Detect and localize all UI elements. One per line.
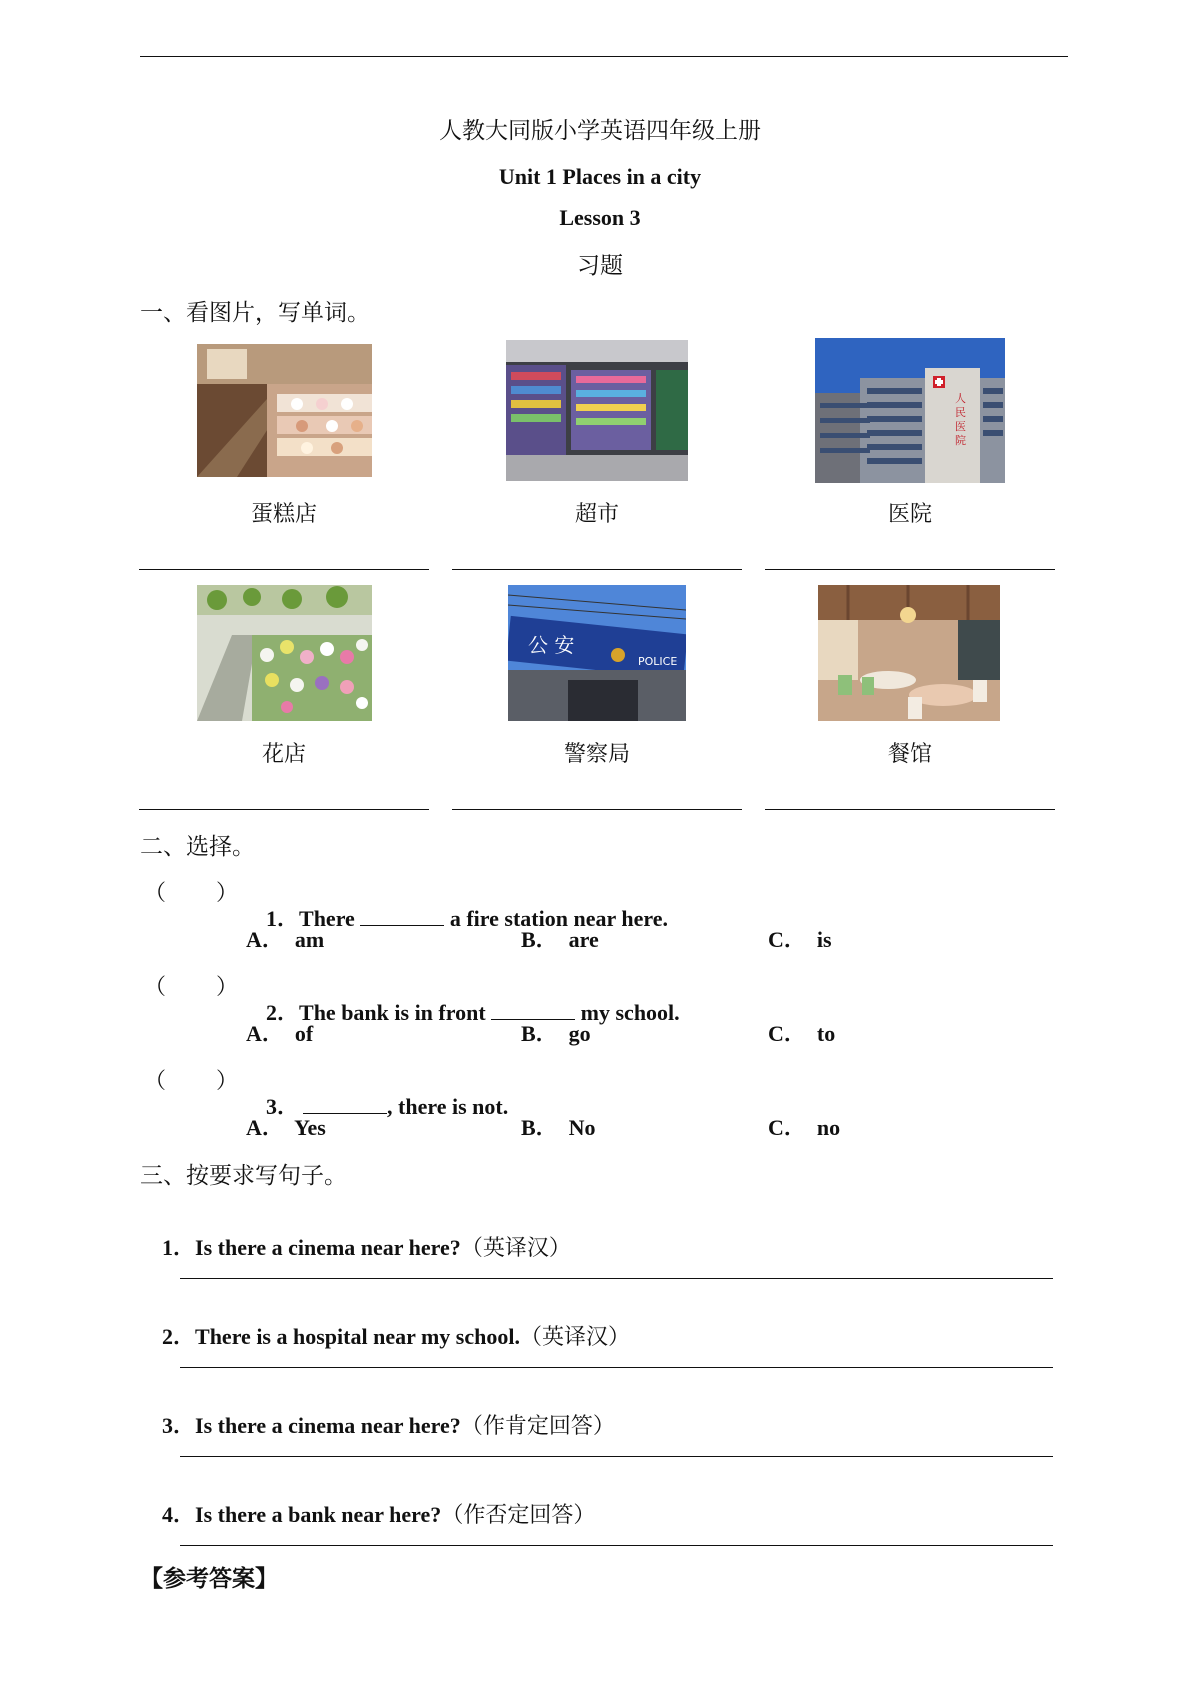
answer-paren-close: ） [216, 881, 239, 906]
sentence-item-3 [140, 1383, 615, 1466]
hospital-photo [815, 338, 1005, 483]
question-text: There [299, 906, 361, 931]
answer-line[interactable] [452, 809, 742, 810]
sentence-item-4 [140, 1472, 595, 1555]
option-b[interactable]: B． go [521, 1021, 591, 1046]
section2-heading: 二、选择。 [140, 834, 255, 860]
option-c[interactable]: C． is [768, 927, 832, 952]
item-note: （英译汉） [519, 1325, 630, 1350]
picture-caption: 餐馆 [887, 742, 932, 767]
item-text: Is there a cinema near here? [195, 1235, 461, 1260]
question-text: my school. [575, 1000, 680, 1025]
answer-paren-close: ） [216, 1069, 239, 1094]
answer-line[interactable] [765, 569, 1055, 570]
supermarket-photo [506, 340, 688, 481]
police-sign-cn: 公 安 [528, 633, 575, 657]
page-title: 人教大同版小学英语四年级上册 [439, 118, 761, 144]
option-c[interactable]: C． no [768, 1115, 841, 1140]
item-text: Is there a cinema near here? [195, 1413, 461, 1438]
answer-line[interactable] [139, 809, 429, 810]
header-rule [140, 56, 1068, 57]
answer-paren-open: （ [144, 975, 167, 1000]
lesson-title: Lesson 3 [559, 205, 641, 230]
unit-title: Unit 1 Places in a city [498, 164, 702, 189]
cake-shop-photo [197, 344, 372, 477]
item-note: （作肯定回答） [460, 1414, 615, 1439]
picture-caption: 警察局 [563, 742, 630, 767]
police-sign-en: POLICE [638, 655, 678, 668]
item-note: （英译汉） [460, 1236, 571, 1261]
writing-line[interactable] [180, 1278, 1053, 1279]
flower-shop-photo [197, 585, 372, 721]
restaurant-photo [818, 585, 1000, 721]
answer-paren-open: （ [144, 881, 167, 906]
writing-line[interactable] [180, 1545, 1053, 1546]
answer-line[interactable] [765, 809, 1055, 810]
fill-blank[interactable] [360, 924, 444, 926]
option-c[interactable]: C． to [768, 1021, 836, 1046]
sentence-item-2 [140, 1294, 630, 1377]
sentence-item-1 [140, 1205, 571, 1288]
option-b[interactable]: B． No [521, 1115, 596, 1140]
option-a[interactable]: A． Yes [246, 1115, 326, 1140]
answers-heading: 【参考答案】 [140, 1565, 278, 1592]
option-a[interactable]: A． of [246, 1021, 314, 1046]
section3-heading: 三、按要求写句子。 [140, 1163, 347, 1189]
writing-line[interactable] [180, 1367, 1053, 1368]
picture-caption: 蛋糕店 [250, 502, 317, 527]
item-text: There is a hospital near my school. [195, 1324, 520, 1349]
question-text: , there is not. [387, 1094, 509, 1119]
question-number: 1． [266, 906, 300, 931]
option-a[interactable]: A． am [246, 927, 325, 952]
answer-line[interactable] [139, 569, 429, 570]
writing-line[interactable] [180, 1456, 1053, 1457]
answer-paren-close: ） [216, 975, 239, 1000]
item-text: Is there a bank near here? [195, 1502, 442, 1527]
question-number: 2． [266, 1000, 300, 1025]
item-note: （作否定回答） [441, 1503, 596, 1528]
item-number: 2． [162, 1324, 196, 1349]
question-text: a fire station near here. [444, 906, 668, 931]
picture-caption: 医院 [887, 502, 932, 527]
item-number: 1． [162, 1235, 196, 1260]
question-text: The bank is in front [299, 1000, 492, 1025]
picture-caption: 花店 [261, 742, 306, 767]
question-number: 3． [266, 1094, 300, 1119]
answer-line[interactable] [452, 569, 742, 570]
answer-paren-open: （ [144, 1069, 167, 1094]
police-station-photo [508, 585, 686, 721]
picture-caption: 超市 [574, 502, 619, 527]
exercise-subtitle: 习题 [577, 253, 623, 279]
item-number: 4． [162, 1502, 196, 1527]
option-b[interactable]: B． are [521, 927, 599, 952]
item-number: 3． [162, 1413, 196, 1438]
section1-heading: 一、看图片，写单词。 [140, 300, 370, 326]
hospital-sign: 人民医院 [955, 392, 966, 447]
